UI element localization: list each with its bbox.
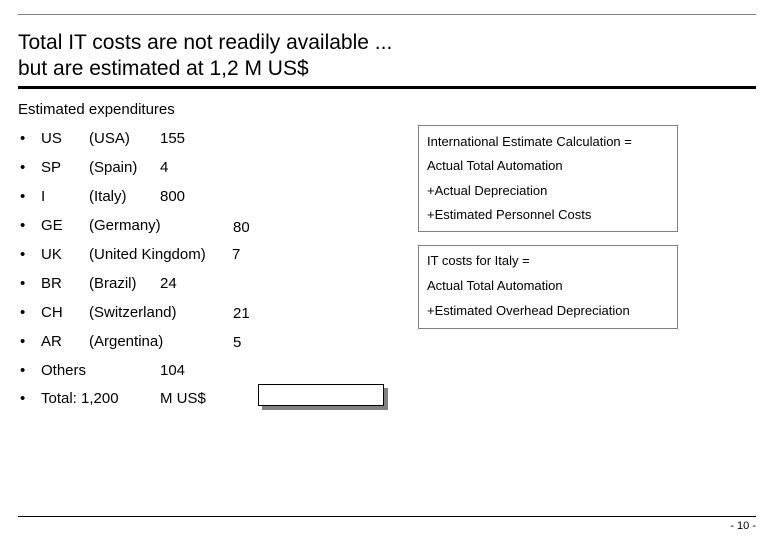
country-name: (Switzerland): [89, 304, 177, 321]
country-code: BR: [41, 275, 62, 292]
title-rule: [18, 86, 756, 89]
country-code: CH: [41, 304, 63, 321]
intl-box-line: Actual Total Automation: [427, 158, 563, 173]
italy-box-line: Actual Total Automation: [427, 278, 563, 293]
total-highlight-box: [258, 384, 384, 406]
top-rule: [18, 14, 756, 15]
footer-rule: [18, 516, 756, 517]
country-value: 24: [160, 275, 177, 292]
country-value: 5: [233, 334, 242, 351]
bullet: •: [20, 130, 26, 147]
country-value: 155: [160, 130, 186, 147]
country-name: (Brazil): [89, 275, 137, 292]
italy-box-heading: IT costs for Italy =: [427, 253, 530, 268]
bullet: •: [20, 188, 26, 205]
page-title: [18, 30, 392, 82]
section-heading: Estimated expenditures: [18, 101, 175, 118]
others-value: 104: [160, 362, 186, 379]
title-line-1: Total IT costs are not readily available ...: [18, 31, 393, 54]
country-value: 800: [160, 188, 186, 205]
country-value: 4: [160, 159, 169, 176]
country-name: (Germany): [89, 217, 161, 234]
country-name: (USA): [89, 130, 130, 147]
bullet: •: [20, 390, 26, 407]
bullet: •: [20, 304, 26, 321]
country-name: (Spain): [89, 159, 138, 176]
others-label: Others: [41, 362, 87, 379]
bullet: •: [20, 217, 26, 234]
italy-costs-box: [418, 245, 678, 329]
intl-box-line: +Actual Depreciation: [427, 183, 548, 198]
country-value: 21: [233, 305, 250, 322]
total-unit: M US$: [160, 390, 206, 407]
international-estimate-box: [418, 125, 678, 232]
intl-box-heading: International Estimate Calculation =: [427, 134, 632, 149]
bullet: •: [20, 333, 26, 350]
intl-box-line: +Estimated Personnel Costs: [427, 207, 592, 222]
page-number: - 10 -: [730, 520, 756, 532]
country-code: I: [41, 188, 46, 205]
bullet: •: [20, 275, 26, 292]
country-code: GE: [41, 217, 63, 234]
italy-box-line: +Estimated Overhead Depreciation: [427, 303, 630, 318]
country-name: (Italy): [89, 188, 127, 205]
country-code: SP: [41, 159, 62, 176]
country-code: UK: [41, 246, 62, 263]
total-label: Total: 1,200: [41, 390, 119, 407]
country-code: US: [41, 130, 62, 147]
country-value: 7: [232, 246, 241, 263]
bullet: •: [20, 159, 26, 176]
country-code: AR: [41, 333, 62, 350]
bullet: •: [20, 362, 26, 379]
country-name: (United Kingdom): [89, 246, 206, 263]
country-name: (Argentina): [89, 333, 164, 350]
title-line-2: but are estimated at 1,2 M US$: [18, 57, 309, 80]
country-value: 80: [233, 219, 250, 236]
bullet: •: [20, 246, 26, 263]
